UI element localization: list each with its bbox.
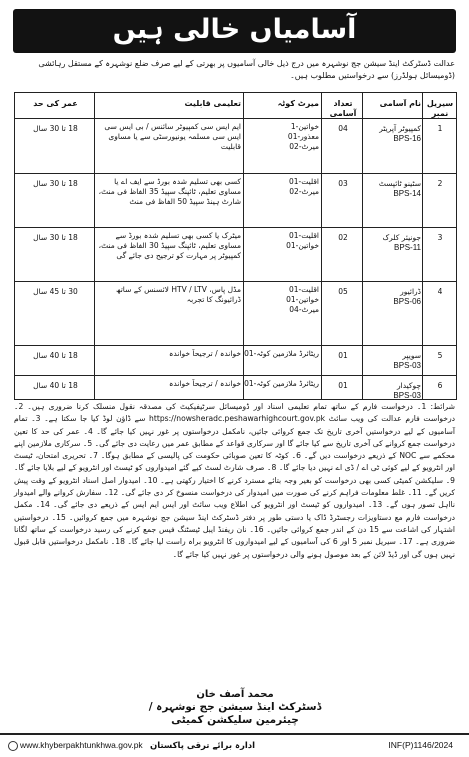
intro-paragraph: عدالت ڈسٹرکٹ اینڈ سیشن جج نوشہرہ میں درج ذیل خالی آسامیوں پر بھرتی کے لیے صرف ضلع نوشہرہ کے مستقل رہائشی (ڈومیسائل ہولڈرز) سے درخواستیں مطلوب ہیں۔: [38, 59, 455, 80]
merit-quota: معذور-01: [287, 132, 319, 141]
row-age: 18 تا 40 سال: [33, 381, 78, 390]
header-merit: میرٹ کوٹہ: [277, 99, 319, 108]
header-serial: سیریل نمبر: [426, 99, 454, 118]
row-qualification: میٹرک یا کسی بھی تسلیم شدہ بورڈ سے مساوی تعلیم، ٹائپنگ سپیڈ 30 الفاظ فی منٹ، کمپیوٹر پر مہارت کو ترجیح دی جائے گی: [98, 231, 241, 260]
post-name: جونیئر کلرک: [382, 233, 421, 242]
post-name: ڈرائیور: [400, 287, 421, 296]
row-serial: 4: [437, 287, 443, 296]
header-age: عمر کی حد: [33, 99, 78, 108]
signatory-name: محمد آصف خان: [196, 689, 274, 700]
merit-quota: میرٹ-04: [289, 305, 319, 314]
post-name: چوکیدار: [397, 381, 421, 390]
merit-quota: خواتین-01: [286, 295, 319, 304]
post-scale: BPS-11: [394, 243, 421, 252]
row-count: 01: [338, 351, 348, 360]
header-post: نام آسامی: [379, 99, 421, 108]
post-scale: BPS-03: [393, 391, 421, 400]
signatory-designation: ڈسٹرکٹ اینڈ سیشن جج نوشہرہ / چیئرمین سلیکشن کمیٹی: [148, 701, 322, 726]
row-post: [363, 179, 423, 199]
header-count: تعداد آسامی: [329, 99, 357, 118]
merit-quota: ریٹائرڈ ملازمین کوٹہ-01: [244, 379, 319, 388]
vacancies-table: [14, 92, 457, 400]
row-count: 04: [338, 124, 348, 133]
row-age: 18 تا 30 سال: [33, 233, 78, 242]
row-post: [363, 233, 423, 253]
row-merit: [243, 122, 322, 152]
row-post: [363, 287, 423, 307]
post-name: سویپر: [402, 351, 421, 360]
merit-quota: اقلیت-01: [288, 177, 319, 186]
row-qualification: خواندہ / ترجیحاً خواندہ: [169, 379, 241, 388]
row-count: 03: [338, 179, 348, 188]
row-serial: 3: [437, 233, 443, 242]
row-qualification: مڈل پاس، HTV / LTV لائسنس کے ساتھ ڈرائیونگ کا تجربہ: [115, 285, 241, 304]
post-scale: BPS-14: [393, 189, 421, 198]
row-merit: [243, 349, 322, 359]
terms-conditions: شرائط: 1۔ درخواست فارم کے ساتھ تمام تعلیمی اسناد اور ڈومیسائل سرٹیفیکیٹ کی مصدقہ نقول منسلک کرنا ضروری ہیں۔ 2۔ درخواست فارم عدالت کی ویب سائٹ https://nowsheradc.peshawarhighcourt.gov.pk سے ڈاؤن لوڈ کیا جا سکتا ہے۔ 3۔ تمام آسامیوں کے لیے درخواستیں آخری تاریخ تک جمع کروائی جائیں، نامکمل درخواستوں پر غور نہیں کیا جائے گا۔ 4۔ عمر کی حد کا تعین درخواست جمع کروانے کی آخری تاریخ سے کیا جائے گا اور سرکاری قواعد کے مطابق عمر میں رعایت دی جائے گی۔ 5۔ سرکاری ملازمین اپنے محکمے سے NOC کے ذریعے درخواست دیں گے۔ 6۔ کوٹہ کا تعین صوبائی حکومت کی پالیسی کے مطابق ہوگا۔ 7۔ تحریری امتحان، ٹیسٹ اور انٹرویو کے لیے کوئی ٹی اے / ڈی اے نہیں دیا جائے گا۔ 8۔ صرف شارٹ لسٹ کیے گئے امیدواروں کو ٹیسٹ اور انٹرویو کے لیے بلایا جائے گا۔ 9۔ سلیکشن کمیٹی کسی بھی درخواست کو بغیر وجہ بتائے مسترد کرنے کا اختیار رکھتی ہے۔ 10۔ امیدوار اصل اسناد انٹرویو کے وقت پیش کریں گے۔ 11۔ غلط معلومات فراہم کرنے کی صورت میں امیدوار کی درخواست منسوخ کر دی جائے گی۔ 12۔ سفارش کروانے والے امیدوار نااہل تصور ہوں گے۔ 13۔ امیدواروں کو ٹیسٹ اور انٹرویو کی اطلاع ویب سائٹ اور ایس ایم ایس کے ذریعے دی جائے گی۔ 14۔ مکمل درخواست فارم مع دستاویزات رجسٹرڈ ڈاک یا دستی طور پر دفتر ڈسٹرکٹ اینڈ سیشن جج نوشہرہ میں جمع کروائیں۔ 15۔ درخواستیں اشتہار کی اشاعت سے 15 دن کے اندر جمع کروائی جائیں۔ 16۔ نان ریفنڈ ایبل ٹیسٹنگ فیس جمع کرنے کی رسید درخواست کے ساتھ لگانا ضروری ہے۔ 17۔ سیریل نمبر 5 اور 6 کی آسامیوں کے لیے امیدواروں کا انٹرویو براہ راست لیا جائے گا۔ 18۔ نامکمل درخواستیں قابل قبول نہیں ہوں گی اور ڈیڈ لائن کے بعد موصول ہونے والی درخواستوں پر غور نہیں کیا جائے گا۔: [14, 402, 456, 559]
post-scale: BPS-16: [393, 134, 421, 143]
row-age: 18 تا 30 سال: [33, 179, 78, 188]
row-post: [363, 381, 423, 401]
globe-icon: [8, 741, 18, 751]
header-qualification: تعلیمی قابلیت: [184, 99, 241, 108]
post-name: سٹینو ٹائپسٹ: [378, 179, 421, 188]
merit-quota: میرٹ-02: [289, 142, 319, 151]
merit-quota: میرٹ-02: [289, 187, 319, 196]
row-qualification: ایم ایس سی کمپیوٹر سائنس / بی ایس سی ایس سی مسلمہ یونیورسٹی سے یا مساوی قابلیت: [104, 122, 241, 151]
row-merit: [243, 177, 322, 197]
row-age: 30 تا 45 سال: [33, 287, 78, 296]
footer-inf-code: INF(P)1146/2024: [388, 740, 453, 750]
merit-quota: ریٹائرڈ ملازمین کوٹہ-01: [244, 349, 319, 358]
row-age: 18 تا 30 سال: [33, 124, 78, 133]
row-merit: [243, 285, 322, 315]
row-age: 18 تا 40 سال: [33, 351, 78, 360]
merit-quota: خواتین-1: [290, 122, 319, 131]
post-scale: BPS-06: [393, 297, 421, 306]
merit-quota: خواتین-01: [286, 241, 319, 250]
merit-quota: اقلیت-01: [288, 231, 319, 240]
signature-block: [130, 688, 340, 727]
row-qualification: خواندہ / ترجیحاً خواندہ: [169, 349, 241, 358]
row-serial: 2: [437, 179, 443, 188]
row-count: 02: [338, 233, 348, 242]
row-serial: 6: [437, 381, 443, 390]
footer-website[interactable]: www.khyberpakhtunkhwa.gov.pk: [20, 740, 143, 750]
title-banner: [13, 9, 456, 53]
row-merit: [243, 231, 322, 251]
page-title: آسامیاں خالی ہیں: [112, 14, 357, 45]
row-serial: 5: [437, 351, 443, 360]
merit-quota: اقلیت-01: [288, 285, 319, 294]
post-name: کمپیوٹر آپریٹر: [379, 124, 421, 133]
row-count: 01: [338, 381, 348, 390]
footer-bar: [0, 733, 469, 757]
row-qualification: کسی بھی تسلیم شدہ بورڈ سے ایف اے یا مساوی تعلیم، ٹائپنگ سپیڈ 35 الفاظ فی منٹ، شارٹ ہینڈ سپیڈ 50 الفاظ فی منٹ: [98, 177, 241, 206]
row-post: [363, 351, 423, 371]
row-post: [363, 124, 423, 144]
row-serial: 1: [437, 124, 443, 133]
footer-publisher: ادارہ برائے ترقی پاکستان: [150, 741, 256, 751]
row-merit: [243, 379, 322, 389]
row-count: 05: [338, 287, 348, 296]
post-scale: BPS-03: [393, 361, 421, 370]
